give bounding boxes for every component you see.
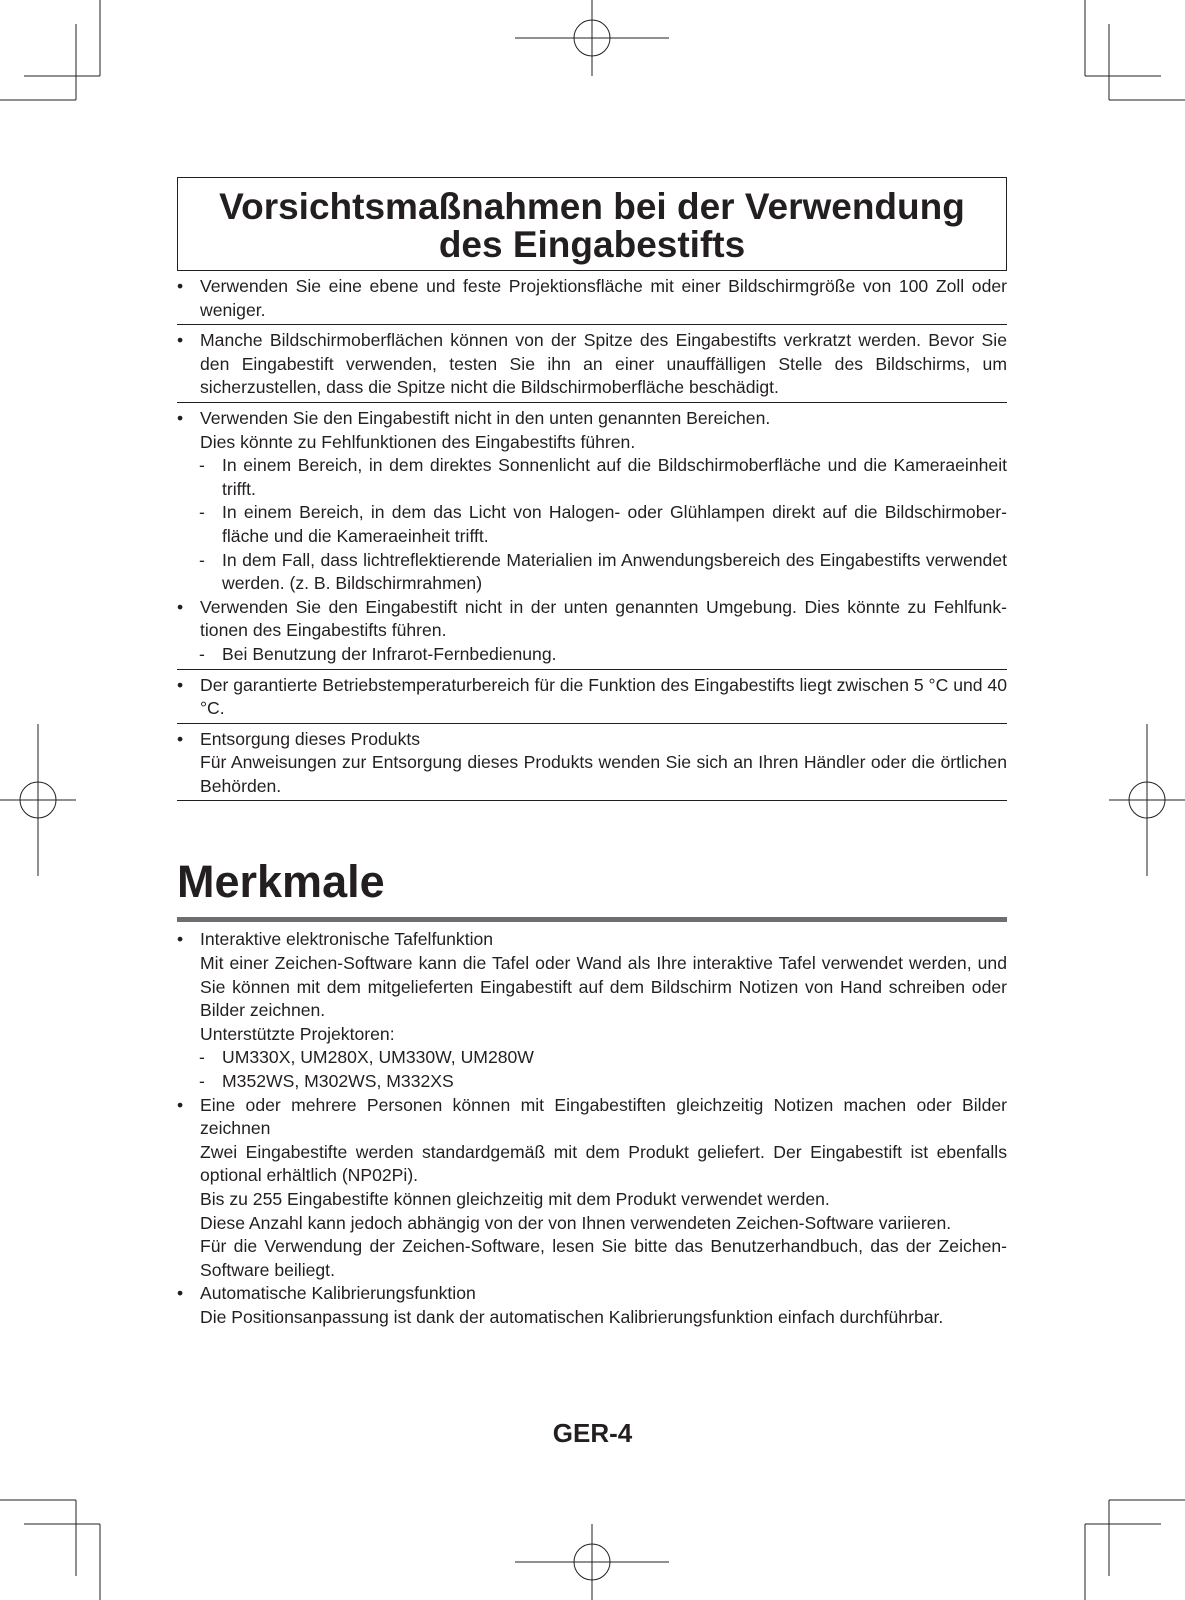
feature-heading: Eine oder mehrere Personen können mit Eingabestiften gleichzeitig Notizen machen oder Bilder zeichnen [200,1094,1007,1139]
feature-subitem: UM330X, UM280X, UM330W, UM280W [222,1047,534,1068]
precaution-subitem: In einem Bereich, in dem das Licht von Halogen- oder Glühlampen direkt auf die Bildschirmober-fläche und die Kameraeinheit trifft. [222,502,1007,546]
feature-item: • Interaktive elektronische Tafelfunktion [177,929,494,950]
precautions-title-box [177,177,1007,271]
feature-heading: Automatische Kalibrierungsfunktion [200,1283,476,1304]
precaution-text: Entsorgung dieses Produkts [200,728,421,749]
features-title-rule [177,917,1007,922]
feature-para: Diese Anzahl kann jedoch abhängig von der von Ihnen verwendeten Zeichen-Software variieren. [200,1212,952,1233]
page-number: GER-4 [552,1418,633,1448]
feature-item: • Automatische Kalibrierungsfunktion [177,1283,476,1304]
precaution-item: • Verwenden Sie eine ebene und feste Projektionsfläche mit einer Bildschirmgröße von 100 Zoll oder weniger. [177,271,1007,325]
precaution-text: Verwenden Sie eine ebene und feste Projektionsfläche mit einer Bildschirmgröße von 100 Zoll oder weniger. [200,276,1007,320]
features-title: Merkmale [177,856,385,908]
precaution-subitem: In dem Fall, dass lichtreflektierende Materialien im Anwendungsbereich des Eingabestifts verwendet werden. (z. B. Bildschirmrahmen) [222,549,1007,594]
feature-item: • Eine oder mehrere Personen können mit Eingabestiften gleichzeitig Notizen machen oder Bilder zeichnen [177,1094,1007,1139]
precaution-item: • Manche Bildschirmoberflächen können von der Spitze des Eingabestifts verkratzt werden. Bevor Sie den Eingabestift verwenden, testen Sie ihn an einer unauffälligen Stelle des Bildschirms, um sicherzustellen, dass die Spitze nicht die Bildschirmoberfläche beschädigt. [177,325,1007,403]
precaution-item: • Entsorgung dieses Produkts Für Anweisungen zur Entsorgung dieses Produkts wenden Sie sich an Ihren Händler oder die örtlichen Behörden. [177,724,1007,802]
feature-para: Zwei Eingabestifte werden standardgemäß mit dem Produkt geliefert. Der Eingabestift ist ebenfalls optional erhältlich (NP02Pi). [200,1141,1007,1186]
precaution-item: • Verwenden Sie den Eingabestift nicht in den unten genannten Bereichen. Dies könnte zu Fehlfunktionen des Eingabestifts führen. - In einem Bereich, in dem direktes Sonnenlicht auf die Bildschirmoberfläche und die Kameraeinheit trifft. - In einem Bereich, in dem das Licht von Halogen- oder Glühlampen direkt auf die Bildschirmober-fläche und die Kameraeinheit trifft. - In dem Fall, dass lichtreflektierende Materialien im Anwendungsbereich des Eingabestifts verwendet werden. (z. B. Bildschirmrahmen) • Verwenden Sie den Eingabestift nicht in der unten genannten Umgebung. Dies könnte zu Fehlfunk-tionen des Eingabestifts führen. - Bei Benutzung der Infrarot-Fernbedienung. [177,403,1007,670]
feature-subitem: M352WS, M302WS, M332XS [222,1071,454,1092]
precaution-note: Für Anweisungen zur Entsorgung dieses Produkts wenden Sie sich an Ihren Händler oder die örtlichen Behörden. [200,752,1007,796]
precaution-note: Dies könnte zu Fehlfunktionen des Eingabestifts führen. [200,431,636,452]
precaution-text: Verwenden Sie den Eingabestift nicht in den unten genannten Bereichen. [200,407,771,428]
page-content [177,177,1007,1332]
feature-para: Unterstützte Projektoren: [200,1023,395,1044]
precaution-text: Manche Bildschirmoberflächen können von der Spitze des Eingabestifts verkratzt werden. Bevor Sie den Eingabestift verwenden, testen Sie ihn an einer unauffälligen Stelle des Bildschirms, um sicherzustellen, dass die Spitze nicht die Bildschirmoberfläche beschädigt. [200,330,1007,398]
precautions-title: Vorsichtsmaßnahmen bei der Verwendung des Eingabestifts [219,186,965,265]
precaution-subitem: Bei Benutzung der Infrarot-Fernbedienung. [222,643,557,664]
feature-para: Die Positionsanpassung ist dank der automatischen Kalibrierungsfunktion einfach durchführbar. [200,1306,944,1327]
feature-para: Bis zu 255 Eingabestifte können gleichzeitig mit dem Produkt verwendet werden. [200,1189,830,1209]
precaution-text: Verwenden Sie den Eingabestift nicht in der unten genannten Umgebung. Dies könnte zu Fehlfunk-tionen des Eingabestifts führen. [200,596,1007,641]
feature-heading: Interaktive elektronische Tafelfunktion [200,929,494,950]
precaution-item: • Der garantierte Betriebstemperaturbereich für die Funktion des Eingabestifts liegt zwischen 5 °C und 40 °C. [177,670,1007,724]
precaution-subitem: In einem Bereich, in dem direktes Sonnenlicht auf die Bildschirmoberfläche und die Kameraeinheit trifft. [222,455,1007,499]
feature-para: Mit einer Zeichen-Software kann die Tafel oder Wand als Ihre interaktive Tafel verwendet werden, und Sie können mit dem mitgelieferten Eingabestift auf dem Bildschirm Notizen von Hand schreiben oder Bilder zeichnen. [200,953,1007,1021]
features-list: • Interaktive elektronische Tafelfunktion Mit einer Zeichen-Software kann die Tafel oder Wand als Ihre interaktive Tafel verwendet werden, und Sie können mit dem mitgelieferten Eingabestift auf dem Bildschirm Notizen von Hand schreiben oder Bilder zeichnen. Unterstützte Projektoren: - UM330X, UM280X, UM330W, UM280W - M352WS, M302WS, M332XS • Eine oder mehrere Personen können mit Eingabestiften gleichzeitig Notizen machen oder Bilder zeichnen Zwei Eingabestifte werden standardgemäß mit dem Produkt geliefert. Der Eingabestift ist ebenfalls optional erhältlich (NP02Pi). Bis zu 255 Eingabestifte können gleichzeitig mit dem Produkt verwendet werden. Diese Anzahl kann jedoch abhängig von der von Ihnen verwendeten Zeichen-Software variieren. Für die Verwendung der Zeichen-Software, lesen Sie bitte das Benutzerhandbuch, das der Zeichen-Software beiliegt. • Automatische Kalibrierungsfunktion Die Positionsanpassung ist dank der automatischen Kalibrierungsfunktion einfach durchführbar. [177,924,1007,1331]
feature-para: Für die Verwendung der Zeichen-Software, lesen Sie bitte das Benutzerhandbuch, das der Zeichen-Software beiliegt. [200,1236,1007,1280]
precaution-text: Der garantierte Betriebstemperaturbereich für die Funktion des Eingabestifts liegt zwischen 5 °C und 40 °C. [200,674,1008,719]
